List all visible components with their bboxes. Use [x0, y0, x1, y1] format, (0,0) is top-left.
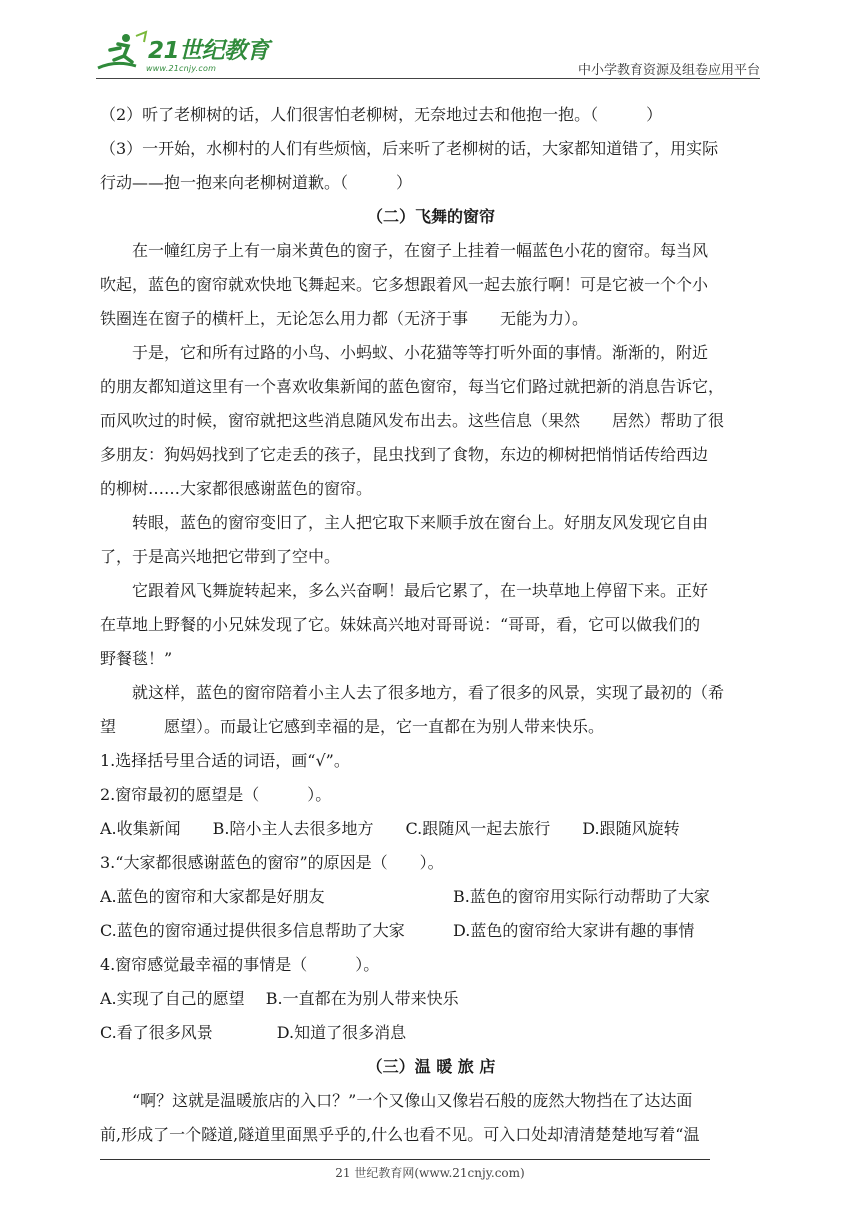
paragraph-line: 就这样，蓝色的窗帘陪着小主人去了很多地方，看了很多的风景，实现了最初的（希: [132, 683, 725, 702]
paragraph-line: 的朋友都知道这里有一个喜欢收集新闻的蓝色窗帘，每当它们路过就把新的消息告诉它，: [100, 377, 725, 396]
paragraph-line: 多朋友：狗妈妈找到了它走丢的孩子，昆虫找到了食物，东边的柳树把悄悄话传给西边: [100, 445, 709, 464]
page-header: [96, 24, 760, 80]
section-title: （三）温 暖 旅 店: [366, 1057, 496, 1076]
site-logo[interactable]: [96, 30, 270, 78]
question-3-options-row: [100, 914, 762, 948]
paragraph-line: 望 愿望）。而最让它感到幸福的是，它一直都在为别人带来快乐。: [100, 717, 605, 736]
header-divider: [96, 78, 760, 79]
paragraph-line: 吹起，蓝色的窗帘就欢快地飞舞起来。它多想跟着风一起去旅行啊！可是它被一个个小: [100, 275, 709, 294]
question-line: （3）一开始，水柳村的人们有些烦恼，后来听了老柳树的话，大家都知道错了，用实际: [100, 139, 719, 158]
paragraph-line: 野餐毯！”: [100, 649, 173, 668]
paragraph-line: 在草地上野餐的小兄妹发现了它。妹妹高兴地对哥哥说：“哥哥，看，它可以做我们的: [100, 615, 701, 634]
question-2-options: A.收集新闻 B.陪小主人去很多地方 C.跟随风一起去旅行 D.跟随风旋转: [100, 819, 680, 838]
paragraph-line: 了，于是高兴地把它带到了空中。: [100, 547, 341, 566]
runner-logo-icon: [96, 30, 152, 78]
platform-name: 中小学教育资源及组卷应用平台: [577, 63, 760, 78]
option-b: B.蓝色的窗帘用实际行动帮助了大家: [453, 887, 710, 906]
logo-url: www.21cnjy.com: [146, 64, 217, 73]
question-2: 2.窗帘最初的愿望是（ ）。: [100, 785, 332, 804]
paragraph-line: “啊？这就是温暖旅店的入口？”一个又像山又像岩石般的庞然大物挡在了达达面: [132, 1091, 693, 1110]
question-4-options: A.实现了自己的愿望 B.一直都在为别人带来快乐: [100, 989, 459, 1008]
option-a: A.蓝色的窗帘和大家都是好朋友: [100, 887, 325, 906]
logo-text: 21世纪教育: [148, 38, 270, 64]
question-3: 3.“大家都很感谢蓝色的窗帘”的原因是（ ）。: [100, 853, 444, 872]
paragraph-line: 在一幢红房子上有一扇米黄色的窗子，在窗子上挂着一幅蓝色小花的窗帘。每当风: [132, 241, 709, 260]
question-4-options: C.看了很多风景 D.知道了很多消息: [100, 1023, 407, 1042]
option-d: D.蓝色的窗帘给大家讲有趣的事情: [453, 921, 695, 940]
paragraph-line: 的柳树……大家都很感谢蓝色的窗帘。: [100, 479, 373, 498]
question-3-options-row: [100, 880, 762, 914]
paragraph-line: 于是，它和所有过路的小鸟、小蚂蚁、小花猫等等打听外面的事情。渐渐的，附近: [132, 343, 709, 362]
paragraph-line: 前,形成了一个隧道,隧道里面黑乎乎的,什么也看不见。可入口处却清清楚楚地写着“温: [100, 1125, 700, 1144]
footer-divider: [100, 1159, 710, 1160]
paragraph-line: 铁圈连在窗子的横杆上，无论怎么用力都（无济于事 无能为力）。: [100, 309, 589, 328]
question-4: 4.窗帘感觉最幸福的事情是（ ）。: [100, 955, 380, 974]
paragraph-line: 而风吹过的时候，窗帘就把这些消息随风发布出去。这些信息（果然 居然）帮助了很: [100, 411, 725, 430]
paragraph-line: 它跟着风飞舞旋转起来，多么兴奋啊！最后它累了，在一块草地上停留下来。正好: [132, 581, 709, 600]
question-1: 1.选择括号里合适的词语，画“√”。: [100, 751, 350, 770]
section-title: （二）飞舞的窗帘: [366, 207, 495, 226]
question-line: （2）听了老柳树的话，人们很害怕老柳树，无奈地过去和他抱一抱。（ ）: [100, 105, 663, 124]
document-body: [100, 98, 762, 1152]
paragraph-line: 转眼，蓝色的窗帘变旧了，主人把它取下来顺手放在窗台上。好朋友风发现它自由: [132, 513, 709, 532]
option-c: C.蓝色的窗帘通过提供很多信息帮助了大家: [100, 921, 405, 940]
page-footer[interactable]: 21 世纪教育网(www.21cnjy.com): [335, 1166, 525, 1180]
question-line: 行动——抱一抱来向老柳树道歉。（ ）: [100, 173, 413, 192]
